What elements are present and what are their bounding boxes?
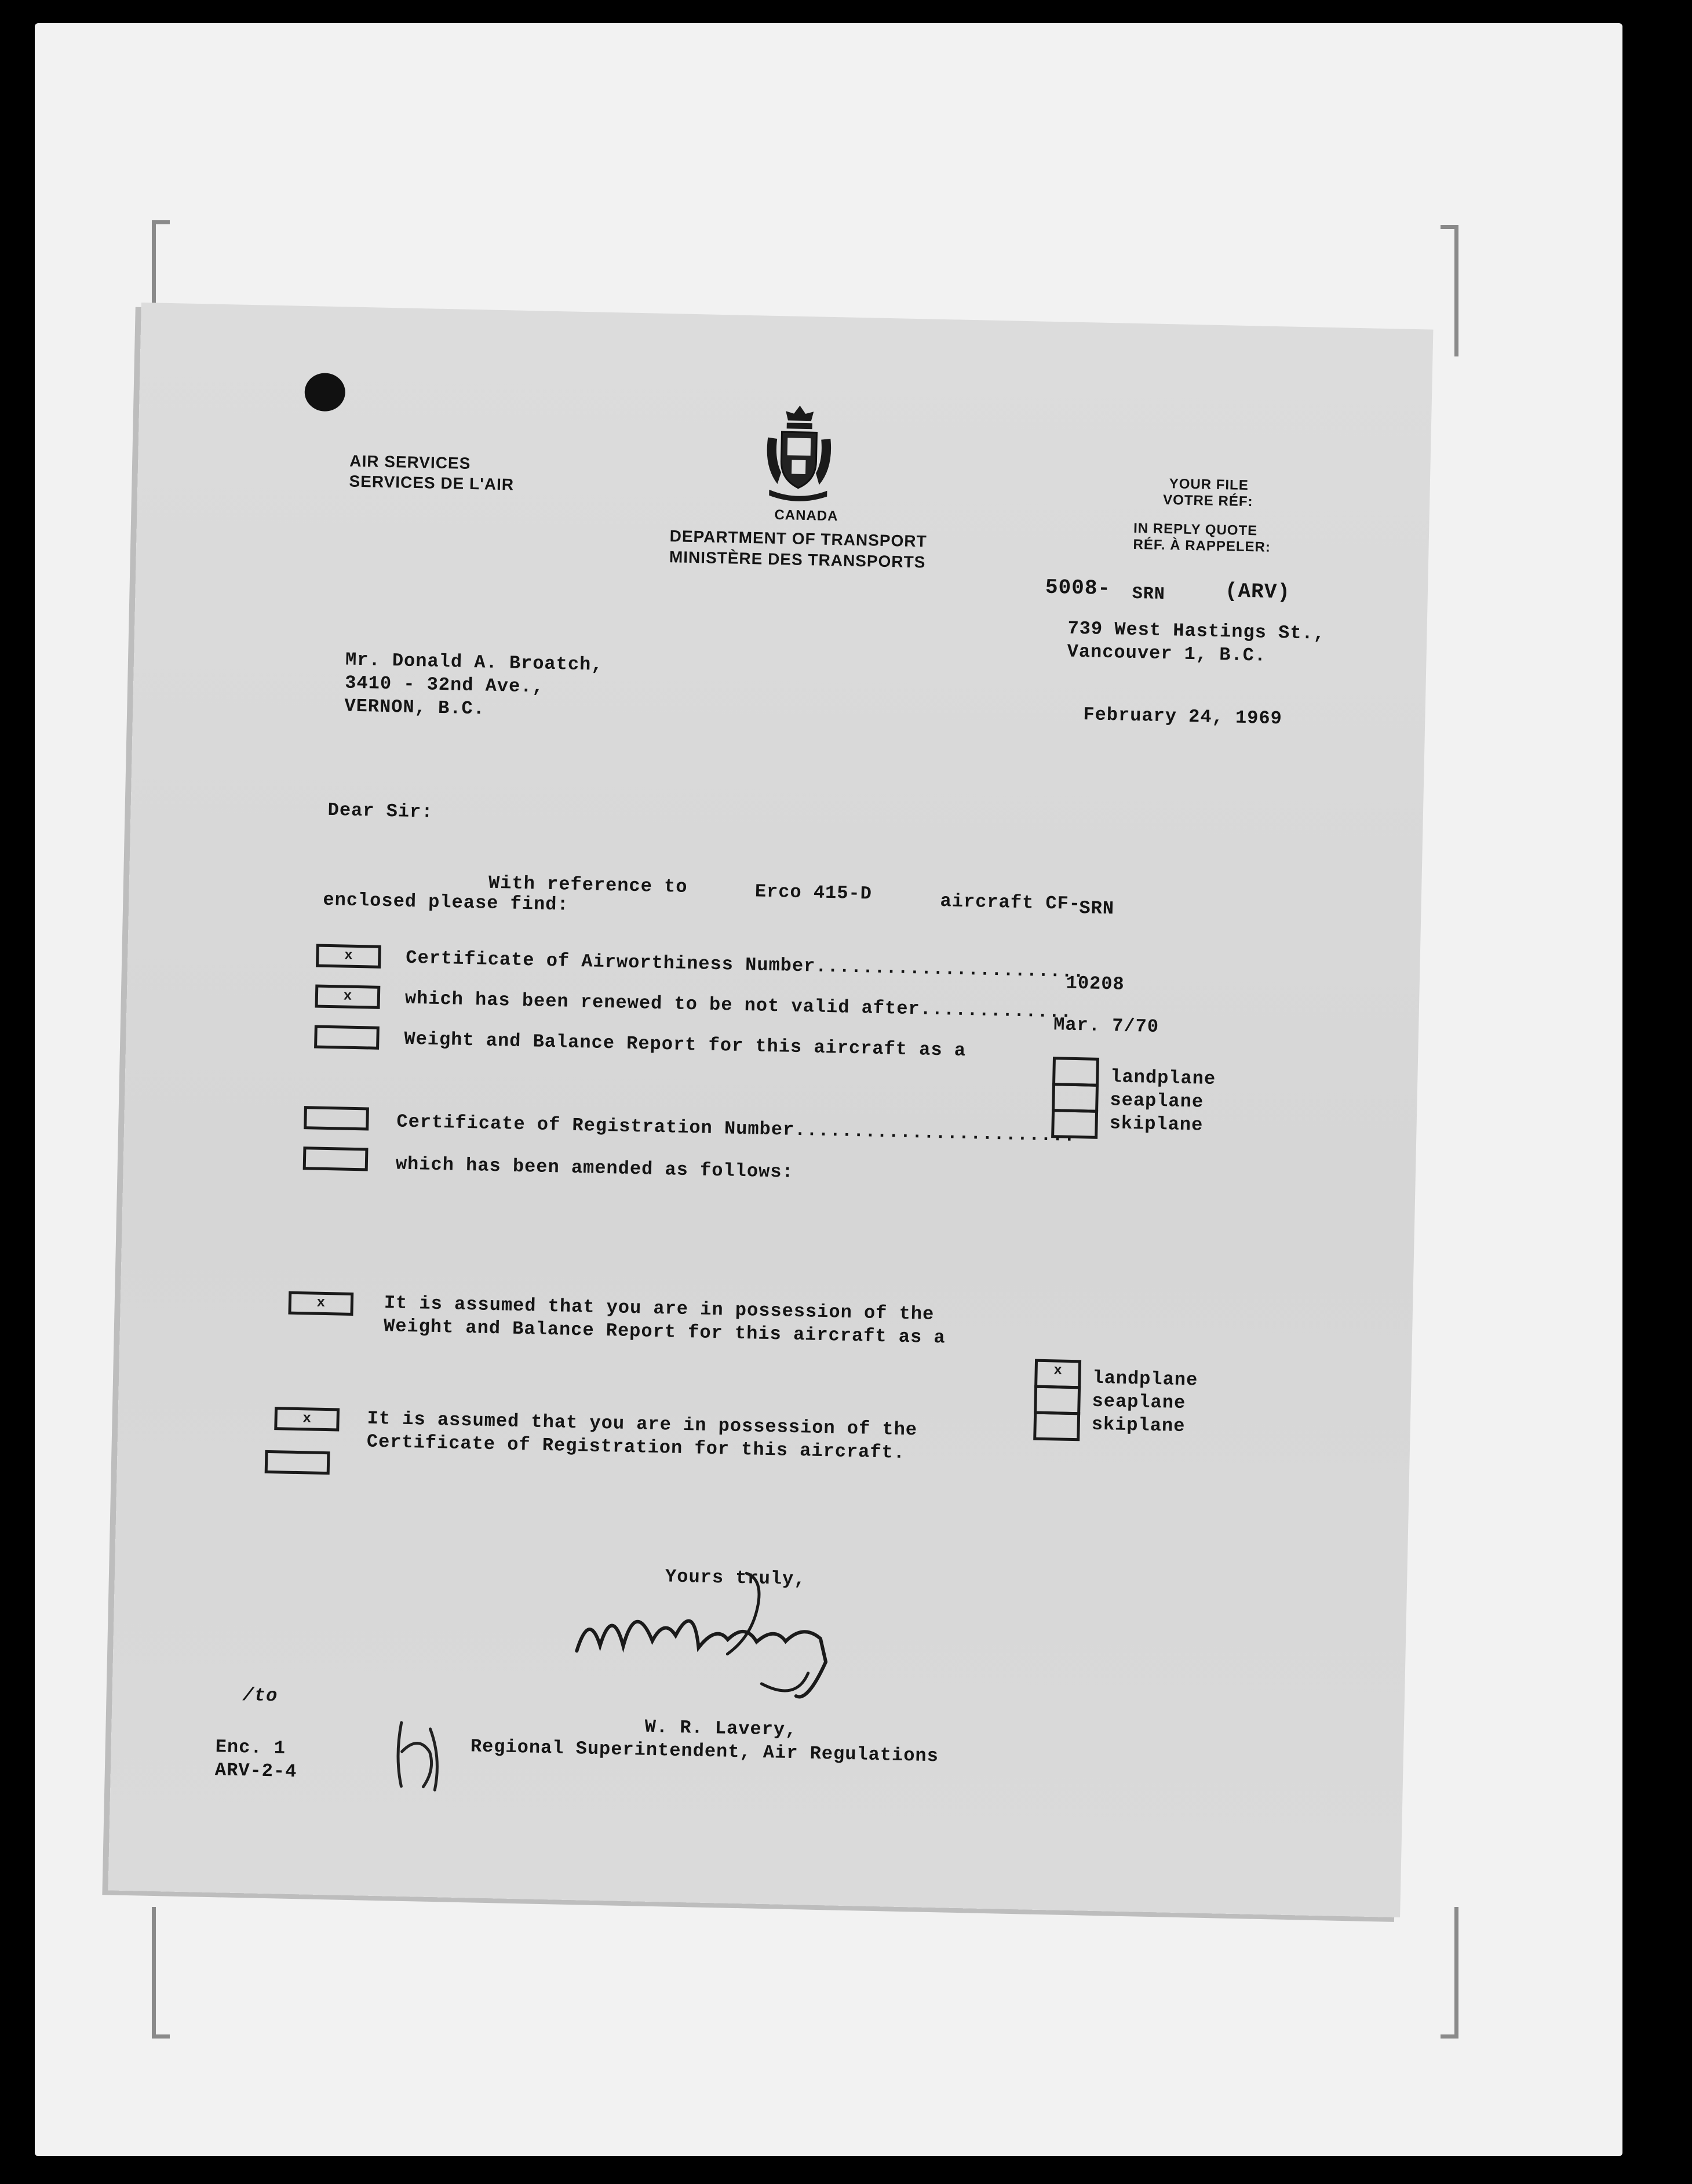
assumed-2-line2: Certificate of Registration for this aircraft. — [366, 1430, 906, 1464]
recipient-name: Mr. Donald A. Broatch, — [345, 649, 603, 676]
plane-checkbox-seaplane-2[interactable] — [1034, 1385, 1081, 1415]
intro-registration: SRN — [1079, 897, 1115, 920]
item-value-airworthiness: 10208 — [1066, 972, 1125, 995]
enclosure: Enc. 1 — [215, 1736, 286, 1759]
item-checkbox-airworthiness[interactable]: x — [316, 944, 381, 969]
item-text-weight-balance: Weight and Balance Report for this aircraft as a — [404, 1028, 967, 1062]
assumed-1-line1: It is assumed that you are in possession of the — [384, 1292, 935, 1325]
plane-label-landplane-2: landplane — [1092, 1367, 1198, 1391]
sender-address-line1: 739 West Hastings St., — [1067, 617, 1326, 645]
letter-sheet — [108, 303, 1434, 1917]
intro-line1: With reference to — [488, 872, 688, 898]
letterhead-services-de-lair: SERVICES DE L'AIR — [349, 472, 515, 494]
plane-label-skiplane-2: skiplane — [1091, 1413, 1186, 1437]
item-text-renewed: which has been renewed to be not valid after............. — [404, 987, 1073, 1023]
handwritten-initial-icon — [388, 1716, 454, 1793]
letterhead-reply-quote: IN REPLY QUOTE — [1133, 520, 1258, 539]
sender-address-line2: Vancouver 1, B.C. — [1067, 640, 1267, 667]
canada-coat-of-arms-icon — [763, 403, 835, 503]
plane-checkbox-landplane-2[interactable]: x — [1034, 1359, 1081, 1389]
assumed-2-line1: It is assumed that you are in possession of the — [367, 1407, 918, 1441]
letterhead-your-file: YOUR FILE — [1169, 476, 1249, 494]
file-ref-suffix: (ARV) — [1224, 579, 1291, 605]
letterhead-canada: CANADA — [774, 507, 838, 525]
item-text-registration: Certificate of Registration Number........................ — [396, 1111, 1076, 1147]
item-value-renewed: Mar. 7/70 — [1053, 1014, 1159, 1038]
letter-date: February 24, 1969 — [1083, 704, 1283, 730]
intro-aircraft-label: aircraft CF- — [940, 890, 1081, 915]
assumed-1-line2: Weight and Balance Report for this aircraft as a — [383, 1315, 946, 1349]
item-text-airworthiness: Certificate of Airworthiness Number....................... — [405, 947, 1085, 983]
recipient-city: VERNON, B.C. — [344, 695, 486, 720]
file-ref-number: 5008- — [1045, 575, 1111, 601]
item-checkbox-amended[interactable] — [303, 1146, 369, 1171]
recipient-street: 3410 - 32nd Ave., — [344, 672, 545, 698]
crop-mark-top-right — [1441, 225, 1458, 356]
item-text-amended: which has been amended as follows: — [395, 1153, 794, 1183]
item-checkbox-registration[interactable] — [304, 1106, 369, 1130]
typist-mark: /to — [242, 1684, 278, 1707]
item-checkbox-renewed[interactable]: x — [315, 984, 381, 1009]
blank-checkbox[interactable] — [265, 1450, 330, 1475]
plane-label-seaplane-2: seaplane — [1092, 1390, 1186, 1414]
plane-label-landplane-1: landplane — [1110, 1066, 1216, 1090]
intro-aircraft-type: Erco 415-D — [754, 880, 873, 905]
letterhead-dept-en: DEPARTMENT OF TRANSPORT — [669, 527, 927, 551]
assumed-checkbox-registration[interactable]: x — [274, 1407, 340, 1431]
crop-mark-bottom-left — [152, 1907, 170, 2039]
closing: Yours truly, — [665, 1566, 806, 1590]
letterhead-votre-ref: VOTRE RÉF: — [1162, 492, 1253, 510]
letterhead-ref-rappeler: RÉF. À RAPPELER: — [1133, 536, 1271, 555]
letterhead-dept-fr: MINISTÈRE DES TRANSPORTS — [669, 548, 926, 572]
plane-checkbox-skiplane-2[interactable] — [1033, 1411, 1080, 1442]
crop-mark-bottom-right — [1441, 1907, 1458, 2039]
plane-checkbox-landplane-1[interactable] — [1052, 1057, 1099, 1087]
plane-type-checkboxes-2 — [1033, 1359, 1081, 1442]
plane-checkbox-seaplane-1[interactable] — [1052, 1083, 1099, 1113]
file-ref-code: SRN — [1132, 584, 1166, 605]
salutation: Dear Sir: — [327, 799, 433, 823]
letterhead-air-services: AIR SERVICES — [349, 452, 471, 472]
handwritten-signature-icon — [553, 1563, 915, 1710]
item-checkbox-weight-balance[interactable] — [314, 1025, 380, 1049]
form-code: ARV-2-4 — [214, 1759, 297, 1783]
plane-label-seaplane-1: seaplane — [1110, 1089, 1204, 1113]
intro-line2: enclosed please find: — [323, 889, 569, 916]
signer-name: W. R. Lavery, — [644, 1716, 797, 1741]
assumed-checkbox-weight-balance[interactable]: x — [288, 1291, 353, 1316]
plane-label-skiplane-1: skiplane — [1109, 1112, 1204, 1136]
punch-hole — [304, 373, 345, 412]
signer-title: Regional Superintendent, Air Regulations — [470, 1735, 939, 1767]
